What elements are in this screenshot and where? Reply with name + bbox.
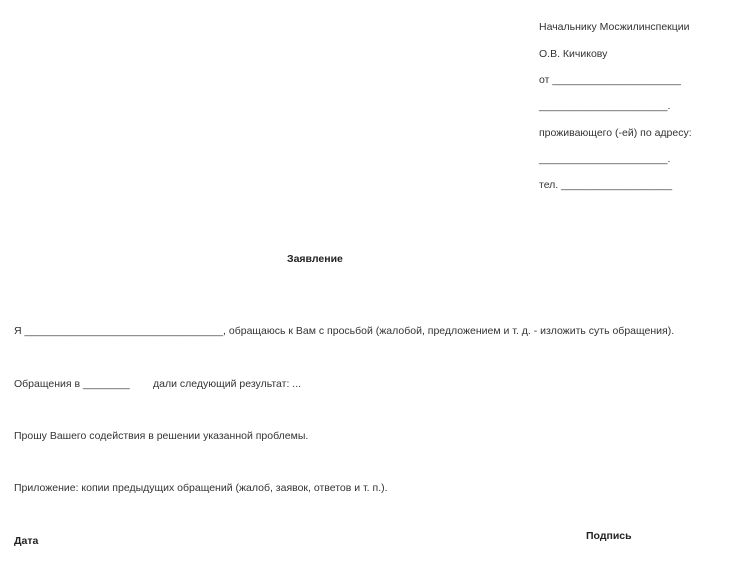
request-paragraph: Я __________________________________, обращаюсь к Вам с просьбой (жалобой, предложением и т. д. - изложить суть обращения). xyxy=(14,325,675,337)
from-line: от ______________________ xyxy=(539,74,681,86)
previous-requests-prefix: Обращения в ________ xyxy=(14,378,130,390)
address-line: ______________________. xyxy=(539,153,671,165)
signature-label: Подпись xyxy=(586,530,632,542)
assistance-request: Прошу Вашего содействия в решении указанной проблемы. xyxy=(14,430,309,442)
address-label: проживающего (-ей) по адресу: xyxy=(539,127,692,139)
document-title: Заявление xyxy=(287,253,343,265)
addressee-title: Начальнику Мосжилинспекции xyxy=(539,21,690,33)
previous-requests-result: дали следующий результат: ... xyxy=(153,378,302,390)
phone-line: тел. ___________________ xyxy=(539,179,673,191)
date-label: Дата xyxy=(14,535,39,547)
addressee-name: О.В. Кичикову xyxy=(539,48,608,60)
attachments-line: Приложение: копии предыдущих обращений (жалоб, заявок, ответов и т. п.). xyxy=(14,482,388,494)
from-name-line: ______________________. xyxy=(539,100,671,112)
